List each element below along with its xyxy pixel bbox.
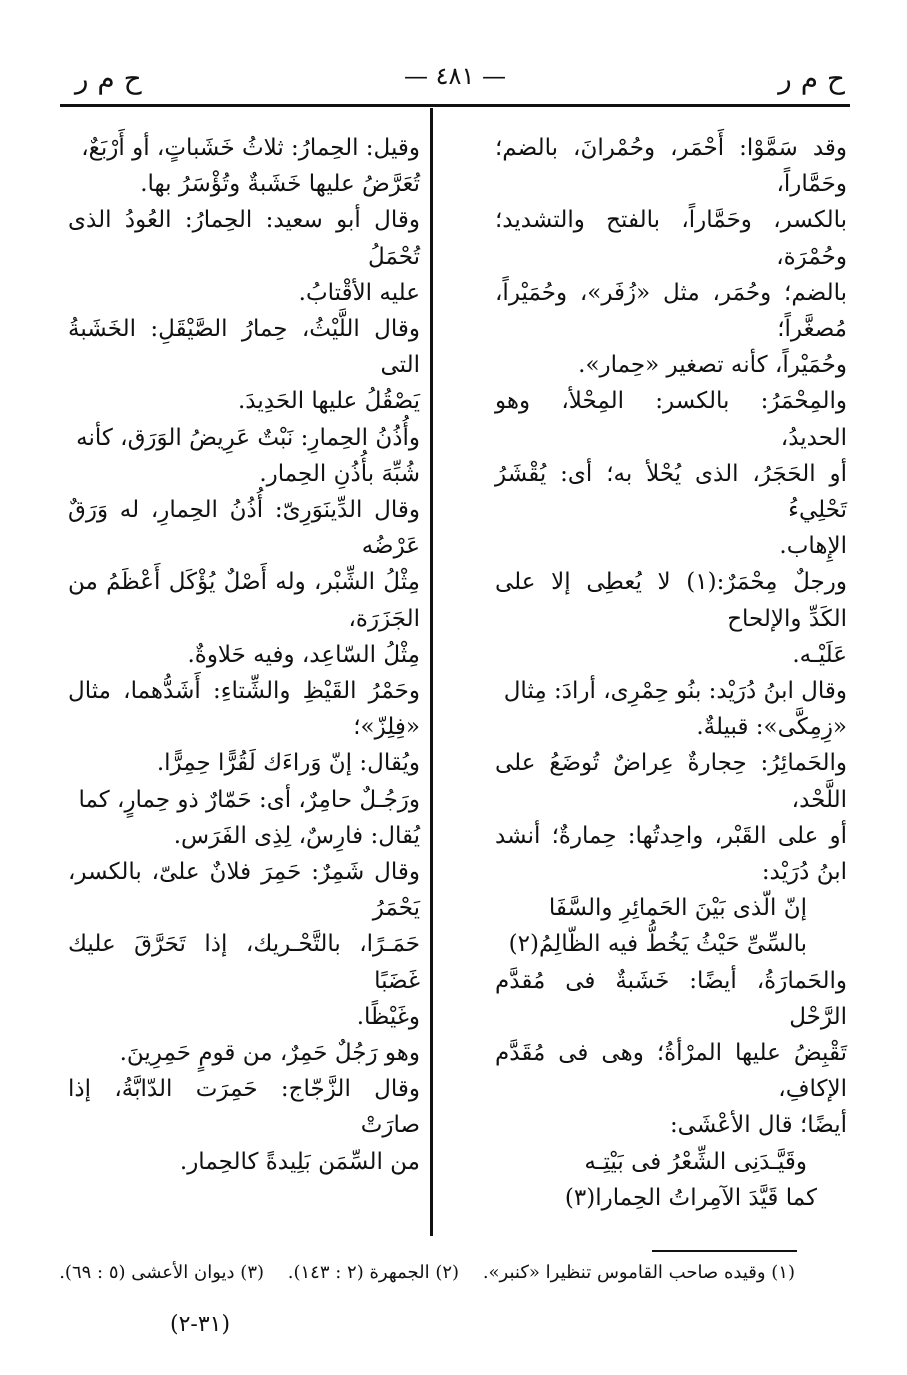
text-line: وحَمْرُ القَيْظِ والشِّتاءِ: أَشَدُّهما، مثال «فِلِزّ»؛ <box>68 678 420 741</box>
footnote-1: (١) وقيده صاحب القاموس تنظيرا «كنبر». <box>482 1262 795 1283</box>
text-line: وهو رَجُلٌ حَمِرٌ، من قومٍ حَمِرِينَ. <box>119 1040 420 1067</box>
text-line: أو الحَجَرُ، الذى يُحْلأ به؛ أى: يُقْشَرُ تَحْلِيءُ <box>495 460 847 524</box>
text-line: الإِهاب. <box>779 533 847 560</box>
text-line: بالضم؛ وحُمَر، مثل «زُفَر»، وحُمَيْراً، مُصغَّراً؛ <box>495 279 847 343</box>
text-line: والحَمارَةُ، أيضًا: خَشَبةٌ فى مُقدَّم الرَّحْل <box>495 967 847 1030</box>
text-line: وغَيْظًا. <box>356 1003 420 1030</box>
text-line: وقيل: الحِمارُ: ثلاثُ خَشَباتٍ، أو أَرْبَعٌ، <box>81 135 420 161</box>
text-line: وقال أبو سعيد: الحِمارُ: العُودُ الذى تُحْمَلُ <box>68 207 420 270</box>
text-line: أيضًا؛ قال الأعْشَى: <box>669 1112 847 1139</box>
footnotes <box>59 1262 795 1283</box>
text-line: مِثْلُ السّاعِد، وفيه حَلاوةٌ. <box>187 641 420 668</box>
footnote-2: (٢) الجمهرة (٢ : ١٤٣). <box>287 1262 460 1283</box>
page-number: — ٤٨١ — <box>404 62 506 90</box>
text-line: تُعَرَّضُ عليها خَشَبةٌ وتُؤْسَرُ بها. <box>140 171 420 198</box>
text-line: من السِّمَن بَلِيدةً كالحِمار. <box>179 1148 420 1175</box>
text-line: بالكسر، وحَمَّاراً، بالفتح والتشديد؛ وحُمْرَة، <box>495 207 847 270</box>
text-line: شُبِّهَ بأُذُنِ الحِمار. <box>259 460 420 487</box>
text-line: عَلَيْـه. <box>792 641 847 668</box>
footnote-3: (٣) ديوان الأعشى (٥ : ٦٩). <box>59 1262 265 1283</box>
text-line: تَقْبِضُ عليها المرْأةُ؛ وهى فى مُقَدَّم الإكافِ، <box>495 1040 847 1103</box>
page-header <box>60 62 850 102</box>
text-line: ورَجُـلٌ حامِرٌ، أى: حَمّارٌ ذو حِمارٍ، كما <box>78 786 420 813</box>
signature-mark: (٣١-٢) <box>170 1312 231 1337</box>
text-line: مِثْلُ الشِّبْر، وله أَصْلٌ يُؤْكَل أَعْظَمُ من الجَزَرَة، <box>68 569 420 632</box>
header-rule <box>60 104 850 107</box>
right-column <box>495 130 847 1216</box>
left-column <box>68 130 420 1180</box>
text-line: وقد سَمَّوْا: أَحْمَر، وحُمْرانَ، بالضم؛ وحَمَّاراً، <box>495 135 847 198</box>
text-line: ويُقال: إنّ وَراءَك لَقُرًّا حِمِرًّا. <box>156 750 420 777</box>
text-line: عليه الأقْتابُ. <box>298 279 420 306</box>
text-line: ورجلٌ مِحْمَرٌ:(١) لا يُعطِى إلا على الكَدِّ والإلحاح <box>495 569 847 632</box>
text-line: «زِمِكَّى»: قبيلةٌ. <box>696 714 847 741</box>
verse-line: وقَيَّـدَنِى الشِّعْرُ فى بَيْتِـه <box>584 1148 807 1175</box>
footnote-rule <box>652 1250 797 1252</box>
text-line: والمِحْمَرُ: بالكسر: المِحْلأ، وهو الحديدُ، <box>495 388 847 451</box>
text-line: وقال شَمِرٌ: حَمِرَ فلانٌ علىّ، بالكسر، يَحْمَرُ <box>68 859 420 922</box>
text-line: وحُمَيْراً، كأنه تصغير «حِمار». <box>578 352 847 379</box>
column-separator <box>430 108 433 1236</box>
text-line: وقال الدِّينَوَرِىّ: أُذُنُ الحِمارِ، له وَرَقٌ عَرْضُه <box>68 497 420 560</box>
text-line: حَمَـرًا، بالتَّحْـريك، إذا تَحَرَّقَ عليك غَضَبًا <box>68 931 420 994</box>
text-line: يُقال: فارِسٌ، لِذِى الفَرَس. <box>173 822 420 849</box>
text-line: وأُذُنُ الحِمارِ: نَبْتٌ عَرِيضُ الوَرَق، كأنه <box>76 424 420 451</box>
text-line: يَصْقُلُ عليها الحَدِيدَ. <box>237 388 420 415</box>
text-line: وقال الزَّجّاج: حَمِرَت الدّابَّةُ، إذا صارَتْ <box>68 1076 420 1139</box>
header-root-right: ح م ر <box>778 62 845 95</box>
text-line: وقال ابنُ دُرَيْد: بنُو حِمْرِى، أرادَ: مِثال <box>503 678 847 705</box>
header-root-left: ح م ر <box>75 62 142 95</box>
text-line: والحَمائِرُ: حِجارةٌ عِراضٌ تُوضَعُ على اللَّحْد، <box>495 750 847 813</box>
verse-line: بالسِّىِّ حَيْثُ يَخُطُّ فيه الظّالِمُ(٢) <box>508 931 807 958</box>
text-line: أو على القَبْر، واحِدتُها: حِمارةٌ؛ أنشد ابنُ دُرَيْد: <box>495 822 847 886</box>
text-line: وقال اللَّيْثُ، حِمارُ الصَّيْقَلِ: الخَشَبةُ التى <box>68 316 420 379</box>
verse-line: إنّ الّذى بَيْنَ الحَمائِرِ والسَّفَا <box>548 895 807 922</box>
verse-line: كما قَيَّدَ الآمِراتُ الحِمارا(٣) <box>564 1184 817 1211</box>
